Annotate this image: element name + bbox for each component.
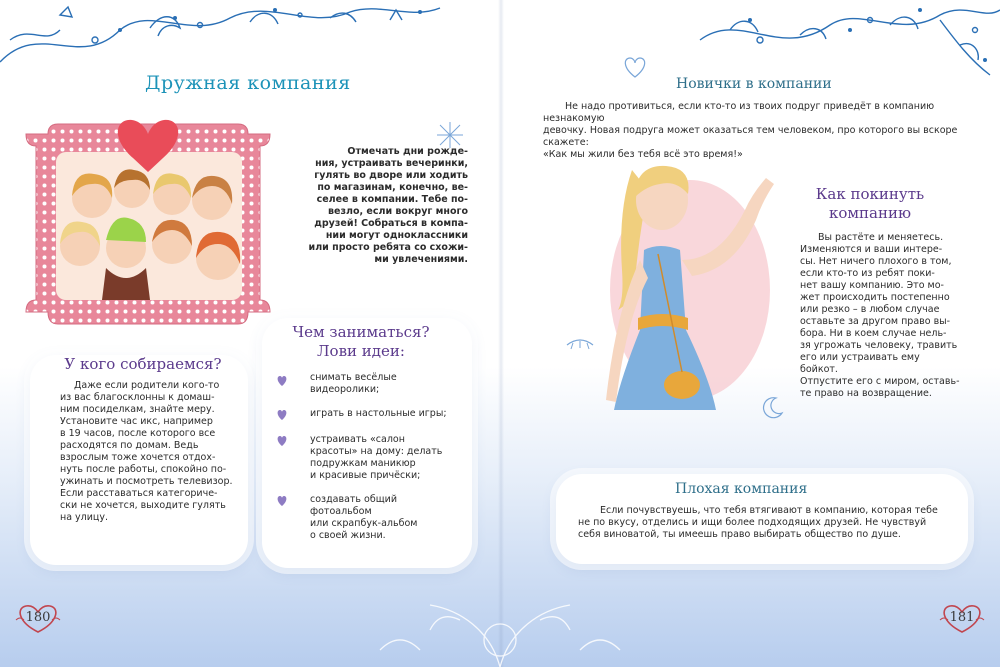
page-number-right: 181	[949, 610, 975, 625]
section-heading-leave: Как покинуть компанию	[815, 185, 925, 222]
bullet-heart-icon	[276, 375, 288, 387]
floral-ornament-icon	[260, 560, 740, 667]
section-heading-bad: Плохая компания	[675, 481, 808, 497]
friends-illustration	[22, 118, 274, 333]
section-text-bad: Если почувствуешь, что тебя втягивают в компанию, которая тебе не по вкусу, отделись и ищи более подходящих друзей. Не чувствуй себя виноватой, ты имеешь право выбирать общество по душе.	[578, 505, 938, 540]
section-text-hosts: Даже если родители кого-то из вас благосклонны к домаш- ним посиделкам, знайте меру. Установите час икс, например в 19 часов, после которого все расходятся по домам. Ведь взрослым тоже хочется отдох- нуть после работы, спокойно по- ужинать и посмотреть телевизор. Если расставаться категориче- ски не хочется, выходите гулять на улицу.	[60, 380, 233, 523]
list-item: играть в настольные игры;	[278, 408, 468, 434]
bullet-heart-icon	[276, 495, 288, 507]
page-title: Дружная компания	[145, 72, 351, 94]
bullet-heart-icon	[276, 435, 288, 447]
intro-paragraph: Отмечать дни рожде- ния, устраивать вечеринки, гулять во дворе или ходить по магазинам, конечно, ве- селее в компании. Тебе по- везло, если вокруг много друзей! Собраться в компа- нии могут одноклассники или просто ребята со схожи- ми увлечениями.	[308, 146, 468, 265]
girl-illustration	[570, 150, 800, 440]
list-item: снимать весёлые видеоролики;	[278, 372, 468, 402]
section-text-leave: Вы растёте и меняетесь. Изменяются и ваши интере- сы. Нет ничего плохого в том, если кто-то из ребят поки- нет вашу компанию. Это мо- жет происходить постепенно или резко – в любом случае оставьте за другом право вы- бора. Ни в коем случае нель- зя угрожать человеку, травить его или устраивать ему бойкот. Отпустите его с миром, оставь- те право на возвращение.	[800, 232, 960, 399]
section-heading-newcomers: Новички в компании	[676, 76, 832, 92]
list-item: устраивать «салон красоты» на дому: делать подружкам маникюр и красивые причёски;	[278, 434, 468, 488]
section-heading-hosts: У кого собираемся?	[64, 355, 222, 373]
section-heading-ideas: Чем заниматься? Лови идеи:	[292, 323, 430, 360]
heart-outline-icon	[620, 55, 650, 80]
list-item: создавать общий фотоальбом или скрапбук-альбом о своей жизни.	[278, 494, 468, 548]
bullet-heart-icon	[276, 409, 288, 421]
ornament-left-icon	[0, 0, 470, 80]
section-text-newcomers: Не надо противиться, если кто-то из твоих подруг приведёт в компанию незнакомую девочку. Новая подруга может оказаться тем человеком, про которого вы вскоре скажете: «Как мы жили без тебя всё это время!»	[543, 101, 958, 160]
page-number-left: 180	[25, 610, 51, 625]
ideas-list	[278, 372, 468, 548]
